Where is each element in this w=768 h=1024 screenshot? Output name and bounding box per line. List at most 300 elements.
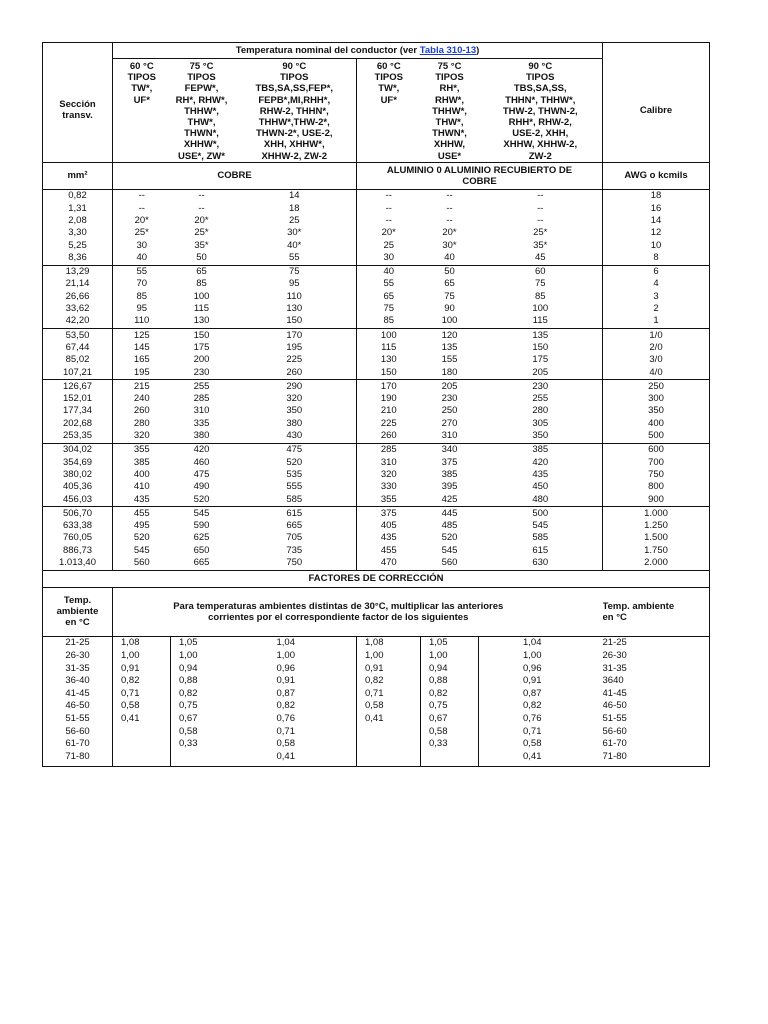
text-line: TW*, xyxy=(131,83,153,95)
ampacity-cell: 210 xyxy=(380,405,397,417)
ambient-range-cell: 3640 xyxy=(602,675,624,687)
ampacity-cell: 30* xyxy=(442,239,457,251)
table-row xyxy=(43,468,710,480)
ampacity-cell: 25* xyxy=(134,227,149,239)
factor-cell: 0,71 xyxy=(357,687,421,700)
ampacity-cell: -- xyxy=(198,190,205,202)
ampacity-cell: -- xyxy=(446,202,453,214)
ampacity-cell: 430 xyxy=(233,429,357,443)
ambient-range-cell: 21-25 xyxy=(603,636,710,649)
text-line: Para temperaturas ambientes distintas de 30°C, multiplicar las anteriores xyxy=(173,600,504,612)
ampacity-cell: 125 xyxy=(113,329,171,342)
factor-cell: 1,00 xyxy=(421,649,479,662)
section-cell: 107,21 xyxy=(43,366,113,380)
text-line: 60 °C xyxy=(129,61,154,72)
factor-cell: 0,58 xyxy=(357,700,421,713)
ampacity-cell: 400 xyxy=(133,468,150,480)
ampacity-cell: 480 xyxy=(479,493,603,507)
text-line: Sección xyxy=(59,98,96,110)
text-line: Temp. ambiente xyxy=(602,600,675,612)
ampacity-cell: 20* xyxy=(194,214,209,226)
gauge-cell: 1.250 xyxy=(644,520,668,532)
ampacity-cell: 55 xyxy=(233,251,357,265)
ampacity-cell: 535 xyxy=(233,468,357,480)
section-cell: 13,29 xyxy=(43,265,113,278)
text-line: XHHW*, xyxy=(183,139,220,151)
ampacity-cell: 55 xyxy=(113,265,171,278)
ampacity-cell: 135 xyxy=(441,341,458,353)
ampacity-table xyxy=(42,42,710,767)
correction-row xyxy=(43,700,710,713)
section-cell: 0,82 xyxy=(43,189,113,202)
ampacity-cell: 280 xyxy=(133,417,150,429)
ampacity-cell: 485 xyxy=(441,520,458,532)
ampacity-cell: 20* xyxy=(442,227,457,239)
ampacity-cell: 14 xyxy=(233,189,357,202)
factor-cell: 0,94 xyxy=(179,662,198,674)
factor-cell: 0,41 xyxy=(357,712,421,725)
ampacity-cell: 70 xyxy=(136,278,148,290)
text-line: TIPOS xyxy=(374,72,403,84)
ampacity-cell: -- xyxy=(138,202,145,214)
factor-cell xyxy=(357,737,421,750)
ampacity-cell: 75 xyxy=(479,278,603,290)
title-suffix: ) xyxy=(476,44,480,56)
ambient-temp-label xyxy=(43,587,113,636)
ampacity-cell: 255 xyxy=(479,393,603,405)
ampacity-cell: 385 xyxy=(441,468,458,480)
ampacity-cell: 260 xyxy=(133,405,150,417)
text-line: THHN*, THHW*, xyxy=(505,94,576,106)
ampacity-cell: 490 xyxy=(193,481,210,493)
section-cell: 354,69 xyxy=(43,456,113,468)
factor-cell: 0,58 xyxy=(233,737,357,750)
section-cell: 126,67 xyxy=(43,380,113,393)
ampacity-cell: 18 xyxy=(233,202,357,214)
factor-cell: 1,08 xyxy=(357,636,421,649)
section-cell: 760,05 xyxy=(43,532,113,544)
ampacity-cell: 175 xyxy=(193,341,210,353)
section-cell: 633,38 xyxy=(43,520,113,532)
gauge-cell: 12 xyxy=(650,227,662,239)
ambient-range-cell: 31-35 xyxy=(602,662,627,674)
text-line: TIPOS xyxy=(525,72,555,84)
ampacity-cell: 135 xyxy=(479,329,603,342)
ampacity-cell: 335 xyxy=(193,417,210,429)
ampacity-cell: 420 xyxy=(479,456,603,468)
factor-cell: 1,00 xyxy=(113,649,171,662)
ampacity-cell: -- xyxy=(138,190,145,202)
ampacity-cell: 460 xyxy=(193,456,210,468)
ampacity-cell: 65 xyxy=(171,265,233,278)
ampacity-cell: 25 xyxy=(383,239,395,251)
text-line: USE* xyxy=(437,150,462,162)
gauge-cell: 400 xyxy=(648,417,664,429)
ampacity-cell: 100 xyxy=(357,329,421,342)
ampacity-cell: -- xyxy=(479,189,603,202)
text-line: 75 °C xyxy=(437,61,462,72)
ampacity-cell: 585 xyxy=(479,532,603,544)
temperature-title xyxy=(113,43,603,59)
text-line: transv. xyxy=(62,110,93,122)
section-cell: 253,35 xyxy=(43,429,113,443)
ampacity-cell: 240 xyxy=(133,393,150,405)
ambient-range-cell: 31-35 xyxy=(43,662,113,675)
factor-cell: 0,88 xyxy=(179,675,198,687)
factor-cell: 0,82 xyxy=(357,675,421,688)
text-line: RHW*, xyxy=(434,94,465,106)
text-line: THW-2, THWN-2, xyxy=(502,105,578,117)
factor-cell: 1,00 xyxy=(179,650,198,662)
ampacity-cell: 520 xyxy=(133,532,150,544)
ampacity-cell: 585 xyxy=(233,493,357,507)
ampacity-cell: 330 xyxy=(380,481,397,493)
temp-column-header xyxy=(479,59,603,163)
ampacity-cell: 85 xyxy=(383,315,395,327)
temp-column-header xyxy=(357,59,421,163)
ampacity-cell: 615 xyxy=(479,544,603,556)
ambient-temp-label-right xyxy=(603,587,710,636)
table-row xyxy=(43,315,710,329)
ampacity-cell: 420 xyxy=(171,443,233,456)
text-line: FEPB*,MI,RHH*, xyxy=(258,94,331,106)
correction-row xyxy=(43,662,710,675)
text-line: ZW-2 xyxy=(528,150,552,162)
ampacity-cell: 50 xyxy=(421,265,479,278)
text-line: en °C xyxy=(602,611,627,623)
ampacity-cell: 150 xyxy=(380,366,397,378)
table-row xyxy=(43,493,710,507)
text-line: XHHW, xyxy=(433,139,466,151)
text-line: TIPOS xyxy=(435,72,464,84)
factor-cell: 0,91 xyxy=(523,675,542,687)
temp-column-header xyxy=(171,59,233,163)
ampacity-cell: 555 xyxy=(233,481,357,493)
gauge-cell: 1 xyxy=(653,315,659,327)
ampacity-cell: 115 xyxy=(193,303,210,315)
ampacity-cell: 260 xyxy=(380,430,397,442)
ambient-range-cell: 61-70 xyxy=(602,738,627,750)
text-line: UF* xyxy=(133,94,150,106)
ambient-range-cell: 56-60 xyxy=(43,725,113,738)
gauge-cell: 900 xyxy=(648,493,664,505)
ampacity-cell: 285 xyxy=(193,393,210,405)
correction-row xyxy=(43,712,710,725)
ampacity-cell: 350 xyxy=(479,429,603,443)
ampacity-cell: 445 xyxy=(421,507,479,520)
ampacity-cell: 30* xyxy=(233,227,357,239)
ampacity-cell: 410 xyxy=(133,481,150,493)
ampacity-cell: 320 xyxy=(133,430,150,442)
section-cell: 202,68 xyxy=(43,417,113,429)
ampacity-cell: 200 xyxy=(193,354,210,366)
ampacity-cell: 20* xyxy=(134,214,149,226)
table-310-13-link[interactable]: Tabla 310-13 xyxy=(419,44,477,56)
ampacity-cell: 520 xyxy=(441,532,458,544)
ampacity-cell: 85 xyxy=(196,278,207,290)
text-line: 90 °C xyxy=(282,61,307,72)
text-line: ambiente xyxy=(56,606,99,618)
ampacity-cell: 180 xyxy=(441,366,458,378)
table-row xyxy=(43,278,710,290)
ampacity-cell: 260 xyxy=(233,366,357,380)
factor-cell: 0,96 xyxy=(233,662,357,675)
factor-cell: 0,75 xyxy=(421,700,479,713)
ampacity-cell: 230 xyxy=(441,393,458,405)
section-cell: 26,66 xyxy=(43,290,113,302)
ampacity-cell: 95 xyxy=(136,303,148,315)
factor-cell: 0,41 xyxy=(113,712,171,725)
ampacity-cell: 190 xyxy=(380,393,397,405)
text-line: THHW*, xyxy=(184,105,219,117)
ampacity-cell: 35* xyxy=(194,239,209,251)
gauge-cell: 3/0 xyxy=(649,354,663,366)
factor-cell: 0,82 xyxy=(523,700,542,712)
ampacity-cell: 40* xyxy=(233,239,357,251)
ampacity-cell: 85 xyxy=(479,290,603,302)
gauge-cell: 2/0 xyxy=(649,341,663,353)
gauge-cell: 6 xyxy=(603,265,710,278)
factor-cell: 0,88 xyxy=(421,675,479,688)
ampacity-cell: 115 xyxy=(479,315,603,329)
table-row xyxy=(43,520,710,532)
ampacity-cell: 340 xyxy=(421,443,479,456)
text-line: RHW-2, THHN*, xyxy=(259,105,329,117)
ambient-range-cell: 36-40 xyxy=(43,675,113,688)
ambient-range-cell: 46-50 xyxy=(602,700,627,712)
factor-cell xyxy=(113,725,171,738)
factor-cell: 0,58 xyxy=(421,725,479,738)
ampacity-cell: 750 xyxy=(233,556,357,570)
factor-cell: 1,04 xyxy=(479,636,603,649)
ampacity-cell: 175 xyxy=(479,354,603,366)
section-cell: 506,70 xyxy=(43,507,113,520)
text-line: RHH*, RHW-2, xyxy=(508,117,572,129)
ampacity-cell: 205 xyxy=(421,380,479,393)
ampacity-cell: 615 xyxy=(233,507,357,520)
text-line: THW*, xyxy=(187,117,216,129)
factor-cell xyxy=(113,737,171,750)
text-line: 60 °C xyxy=(376,61,401,72)
ampacity-cell: 75 xyxy=(383,303,395,315)
gauge-cell: 3 xyxy=(653,290,659,302)
ampacity-cell: 470 xyxy=(380,556,397,568)
ampacity-cell: 630 xyxy=(479,556,603,570)
ampacity-cell: 50 xyxy=(196,251,207,263)
ampacity-cell: 75 xyxy=(233,265,357,278)
ampacity-cell: 305 xyxy=(479,417,603,429)
ampacity-cell: -- xyxy=(479,214,603,226)
ampacity-cell: 665 xyxy=(233,520,357,532)
ampacity-cell: 60 xyxy=(479,265,603,278)
table-row xyxy=(43,251,710,265)
table-row xyxy=(43,303,710,315)
table-row xyxy=(43,189,710,202)
ampacity-cell: -- xyxy=(198,202,205,214)
ambient-range-cell: 61-70 xyxy=(43,737,113,750)
correction-row xyxy=(43,687,710,700)
ampacity-cell: 320 xyxy=(233,393,357,405)
ampacity-cell: 225 xyxy=(380,417,397,429)
ampacity-cell: 290 xyxy=(233,380,357,393)
ampacity-cell: 35* xyxy=(479,239,603,251)
factor-cell: 0,71 xyxy=(233,725,357,738)
factor-cell xyxy=(421,750,479,766)
text-line: Temp. xyxy=(63,594,92,606)
correction-title: FACTORES DE CORRECCIÓN xyxy=(43,570,710,587)
correction-row xyxy=(43,675,710,688)
section-cell: 456,03 xyxy=(43,493,113,507)
ampacity-cell: 590 xyxy=(193,520,210,532)
table-row xyxy=(43,214,710,226)
temp-column-header xyxy=(113,59,171,163)
ampacity-cell: 560 xyxy=(441,556,458,568)
gauge-cell: 1/0 xyxy=(603,329,710,342)
ambient-range-cell: 41-45 xyxy=(602,687,627,699)
ampacity-cell: 665 xyxy=(193,556,210,568)
ampacity-cell: 355 xyxy=(380,493,397,505)
ampacity-cell: 625 xyxy=(193,532,210,544)
correction-note xyxy=(113,587,603,636)
text-line: XHHW-2, ZW-2 xyxy=(261,150,328,162)
section-label xyxy=(43,59,113,163)
ampacity-cell: 425 xyxy=(441,493,458,505)
factor-cell: 0,94 xyxy=(421,662,479,675)
ampacity-cell: 150 xyxy=(233,315,357,329)
text-line: TBS,SA,SS,FEP*, xyxy=(255,83,334,95)
factor-cell: 1,00 xyxy=(523,650,542,662)
section-cell: 2,08 xyxy=(43,214,113,226)
ampacity-cell: 310 xyxy=(380,456,397,468)
ampacity-cell: 455 xyxy=(380,544,397,556)
ampacity-cell: 380 xyxy=(193,430,210,442)
ampacity-cell: 155 xyxy=(441,354,458,366)
factor-cell: 0,71 xyxy=(113,687,171,700)
correction-header-row xyxy=(43,587,710,636)
gauge-cell: 350 xyxy=(648,405,664,417)
factor-cell: 0,96 xyxy=(523,662,542,674)
ampacity-cell: 30 xyxy=(136,239,148,251)
factor-cell: 0,87 xyxy=(233,687,357,700)
factor-cell: 0,91 xyxy=(113,662,171,675)
ampacity-cell: 495 xyxy=(133,520,150,532)
factor-cell: 0,91 xyxy=(233,675,357,688)
ampacity-cell: 475 xyxy=(193,468,210,480)
text-line: 90 °C xyxy=(528,61,553,72)
ampacity-cell: 40 xyxy=(444,251,455,263)
ampacity-cell: 25* xyxy=(479,227,603,239)
text-line: THWN*, xyxy=(432,128,467,140)
gauge-cell: 600 xyxy=(603,443,710,456)
ampacity-cell: -- xyxy=(385,214,392,226)
factor-cell: 1,08 xyxy=(113,636,171,649)
table-row xyxy=(43,429,710,443)
table-row xyxy=(43,532,710,544)
title-text: Temperatura nominal del conductor (ver xyxy=(235,44,420,56)
section-cell: 5,25 xyxy=(43,239,113,251)
ambient-range-cell: 51-55 xyxy=(43,712,113,725)
factor-cell: 0,41 xyxy=(233,750,357,766)
section-cell: 33,62 xyxy=(43,303,113,315)
section-cell: 53,50 xyxy=(43,329,113,342)
gauge-cell: 2 xyxy=(653,303,659,315)
gauge-cell: 500 xyxy=(648,430,664,442)
factor-cell: 1,05 xyxy=(171,636,233,649)
gauge-cell: 14 xyxy=(650,214,662,226)
ampacity-cell: 100 xyxy=(479,303,603,315)
text-line: THW*, xyxy=(435,117,464,129)
gauge-cell: 1.500 xyxy=(644,532,668,544)
ampacity-cell: 25* xyxy=(194,227,209,239)
section-cell: 3,30 xyxy=(43,227,113,239)
gauge-cell: 700 xyxy=(648,456,664,468)
text-line: TIPOS xyxy=(127,72,156,84)
factor-cell: 0,33 xyxy=(421,737,479,750)
correction-row xyxy=(43,750,710,766)
type-header-row xyxy=(43,59,710,163)
factor-cell: 0,82 xyxy=(421,687,479,700)
gauge-cell: 300 xyxy=(648,393,664,405)
ambient-range-cell: 71-80 xyxy=(43,750,113,766)
ambient-range-cell: 26-30 xyxy=(602,650,627,662)
ampacity-cell: 380 xyxy=(233,417,357,429)
ampacity-cell: 115 xyxy=(381,341,397,353)
correction-row xyxy=(43,737,710,750)
ampacity-cell: 255 xyxy=(171,380,233,393)
ampacity-cell: 40 xyxy=(357,265,421,278)
text-line: en °C xyxy=(65,617,90,629)
text-line: TIPOS xyxy=(279,72,309,84)
ampacity-cell: 195 xyxy=(233,341,357,353)
section-cell: 152,01 xyxy=(43,393,113,405)
section-cell: 67,44 xyxy=(43,341,113,353)
ampacity-cell: 130 xyxy=(380,354,397,366)
ampacity-cell: 130 xyxy=(233,303,357,315)
ampacity-cell: 545 xyxy=(133,544,150,556)
ampacity-cell: 45 xyxy=(479,251,603,265)
ambient-range-cell: 46-50 xyxy=(43,700,113,713)
ampacity-cell: 385 xyxy=(133,456,150,468)
ambient-range-cell: 41-45 xyxy=(43,687,113,700)
factor-cell: 0,71 xyxy=(523,725,542,737)
gauge-cell: 18 xyxy=(650,190,662,202)
ampacity-cell: 450 xyxy=(479,481,603,493)
correction-title-row xyxy=(43,570,710,587)
section-cell: 21,14 xyxy=(43,278,113,290)
factor-cell xyxy=(113,750,171,766)
ampacity-cell: 405 xyxy=(380,520,397,532)
correction-row xyxy=(43,649,710,662)
ampacity-cell: -- xyxy=(385,190,392,202)
text-line: 75 °C xyxy=(189,61,214,72)
section-cell: 8,36 xyxy=(43,251,113,265)
text-line: FEPW*, xyxy=(184,83,219,95)
table-row xyxy=(43,556,710,570)
section-cell: 405,36 xyxy=(43,481,113,493)
table-row xyxy=(43,227,710,239)
table-row xyxy=(43,341,710,353)
gauge-cell: 1.750 xyxy=(644,544,668,556)
factor-cell: 0,58 xyxy=(179,725,198,737)
table-row xyxy=(43,290,710,302)
table-row xyxy=(43,202,710,214)
ampacity-cell: 475 xyxy=(233,443,357,456)
ampacity-cell: 230 xyxy=(479,380,603,393)
gauge-cell: 800 xyxy=(648,481,664,493)
ampacity-cell: 250 xyxy=(441,405,458,417)
aluminum-label: ALUMINIO 0 ALUMINIO RECUBIERTO DE COBRE xyxy=(357,162,603,189)
text-line: RH*, RHW*, xyxy=(175,94,228,106)
